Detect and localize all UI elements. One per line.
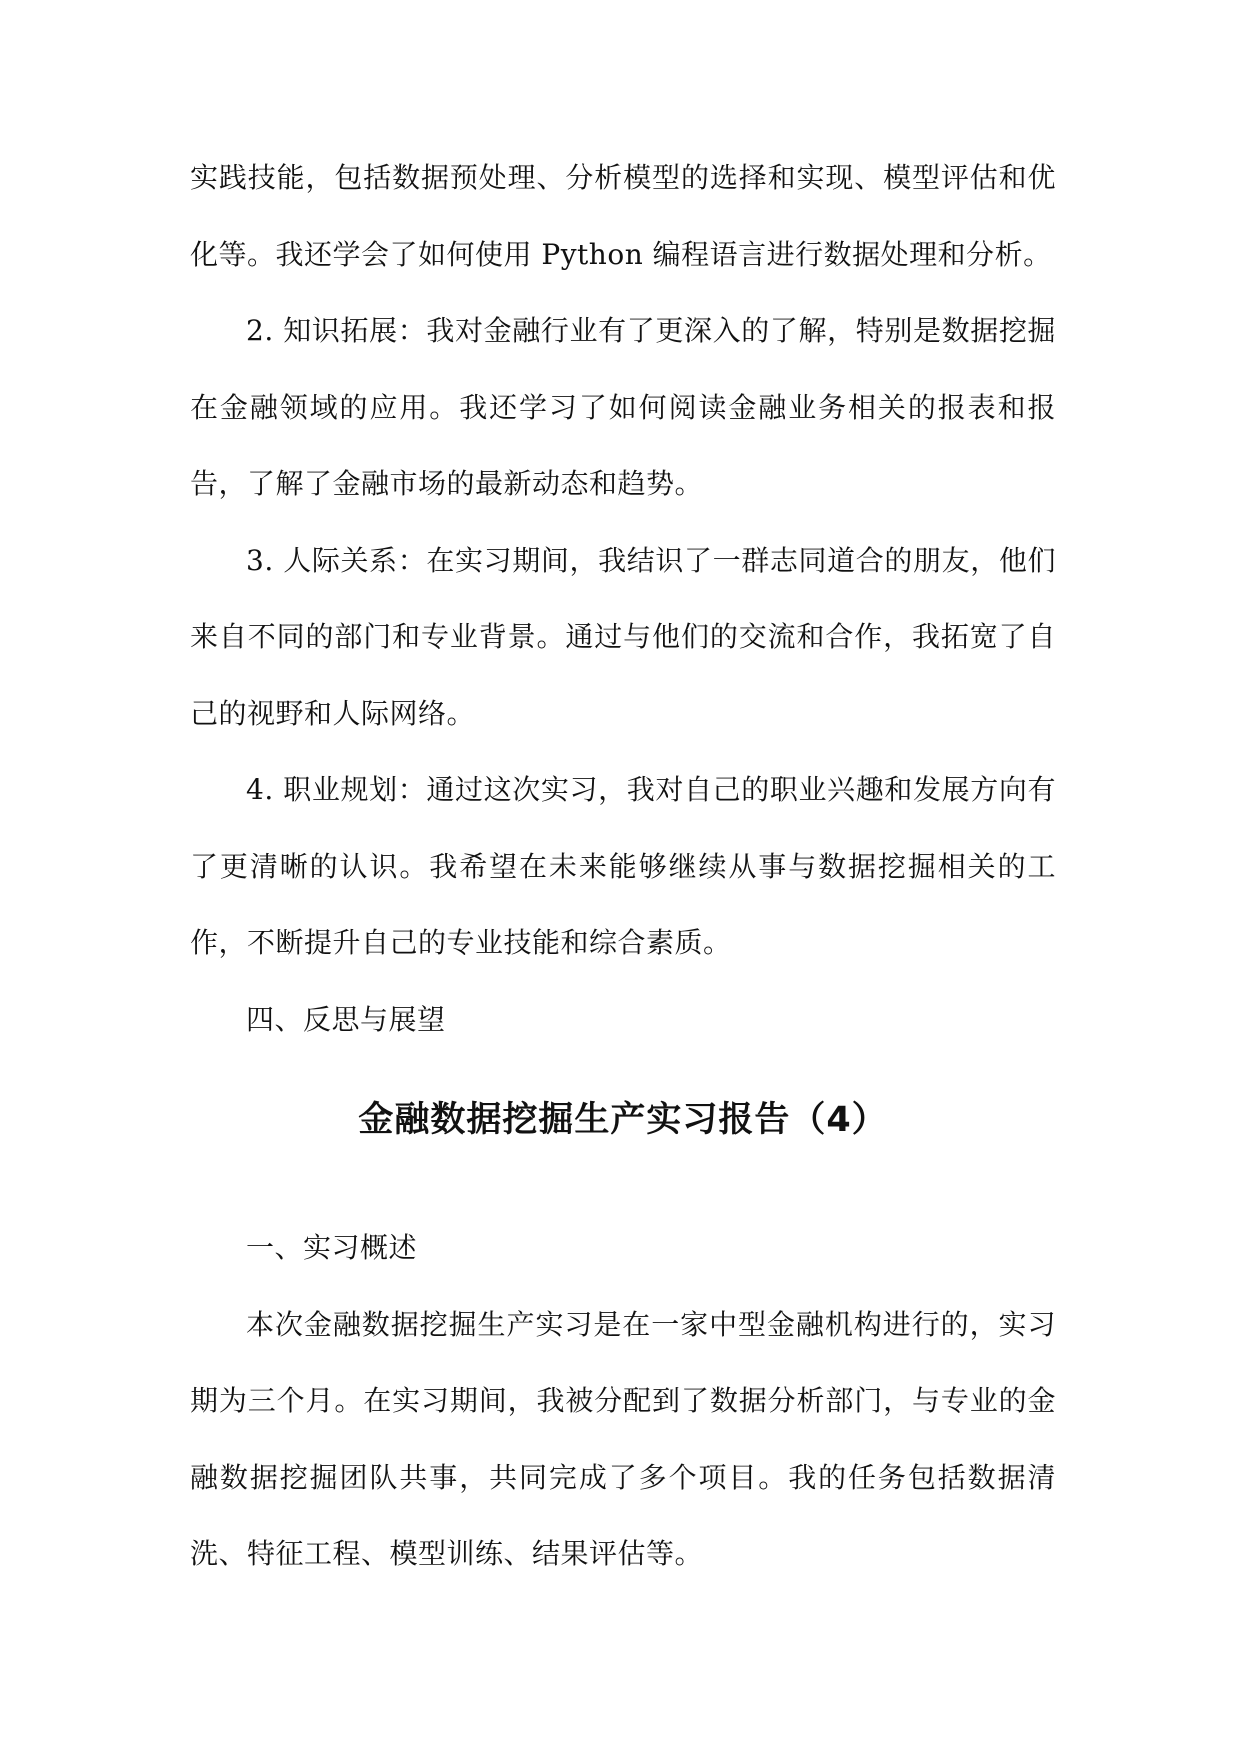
heading-internship-overview: 一、实习概述 [246, 1231, 418, 1264]
section-continued-text [190, 140, 1056, 1058]
document-title: 金融数据挖掘生产实习报告（4） [358, 1100, 888, 1140]
paragraph-overview-body: 本次金融数据挖掘生产实习是在一家中型金融机构进行的，实习期为三个月。在实习期间，我被分配到了数据分析部门，与专业的金融数据挖掘团队共事，共同完成了多个项目。我的任务包括数据清洗、特征工程、模型训练、结果评估等。 [190, 1307, 1056, 1570]
paragraph-practical-skills: 实践技能，包括数据预处理、分析模型的选择和实现、模型评估和优化等。我还学会了如何使用 Python 编程语言进行数据处理和分析。 [190, 161, 1056, 271]
paragraph-interpersonal-relations: 3. 人际关系：在实习期间，我结识了一群志同道合的朋友，他们来自不同的部门和专业背景。通过与他们的交流和合作，我拓宽了自己的视野和人际网络。 [190, 543, 1056, 730]
heading-reflection-outlook: 四、反思与展望 [246, 1002, 446, 1036]
section-internship-overview [190, 1210, 1056, 1593]
paragraph-career-planning: 4. 职业规划：通过这次实习，我对自己的职业兴趣和发展方向有了更清晰的认识。我希望在未来能够继续从事与数据挖掘相关的工作，不断提升自己的专业技能和综合素质。 [190, 773, 1056, 959]
paragraph-knowledge-expansion: 2. 知识拓展：我对金融行业有了更深入的了解，特别是数据挖掘在金融领域的应用。我还学习了如何阅读金融业务相关的报表和报告，了解了金融市场的最新动态和趋势。 [190, 314, 1056, 500]
